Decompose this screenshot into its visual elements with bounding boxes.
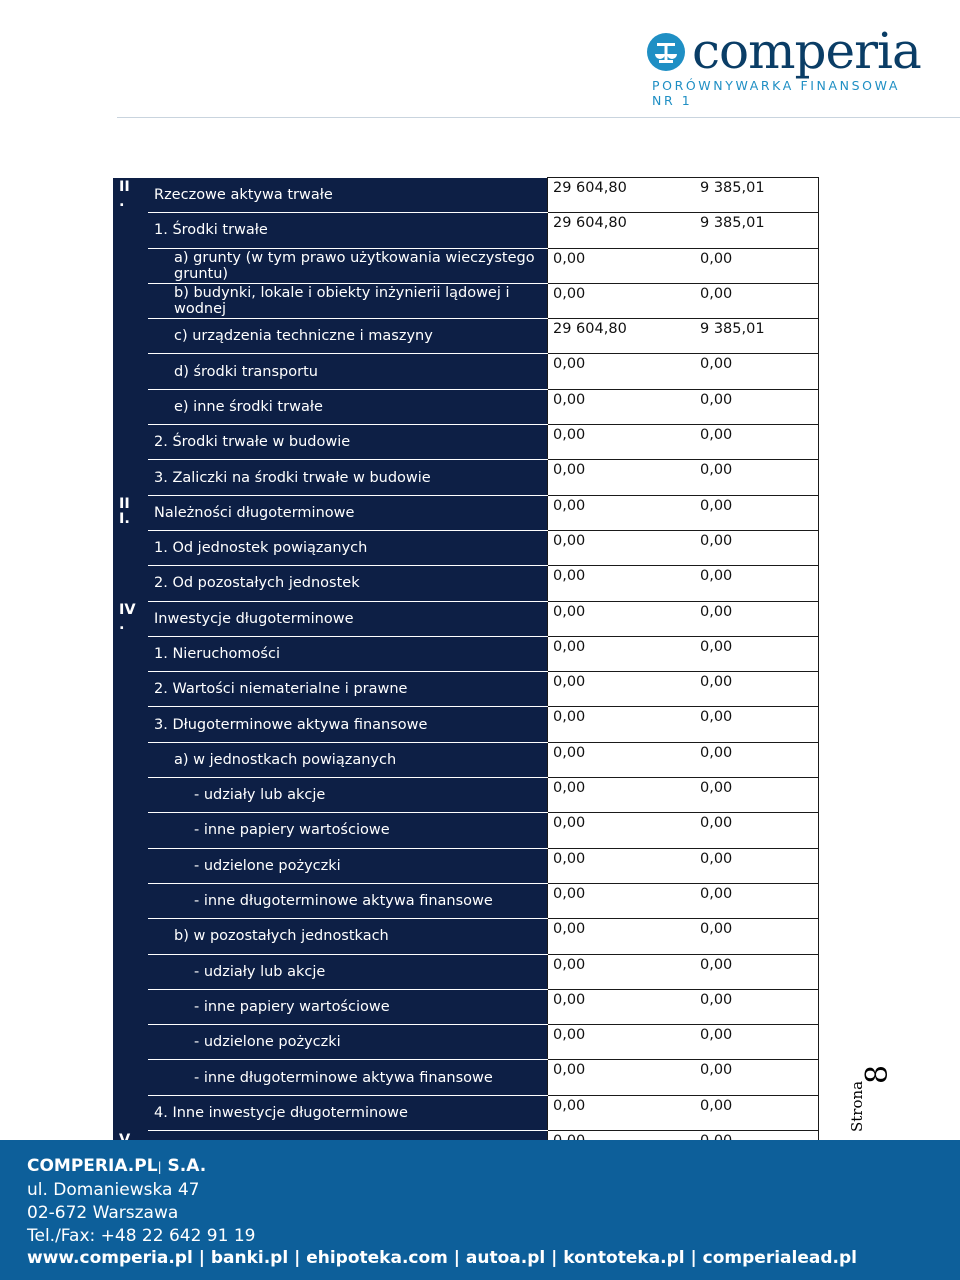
row-label: a) grunty (w tym prawo użytkowania wieczystego gruntu) — [174, 249, 535, 282]
row-value-previous: 0,00 — [700, 354, 819, 389]
row-label-cell — [148, 495, 548, 530]
row-section-number — [113, 354, 148, 389]
row-value-previous: 0,00 — [700, 248, 819, 283]
row-label: c) urządzenia techniczne i maszyny — [174, 328, 433, 345]
row-label: a) w jednostkach powiązanych — [174, 751, 397, 768]
row-value-current: 0,00 — [548, 601, 701, 636]
table-row — [113, 1060, 819, 1095]
row-section-number — [113, 283, 148, 318]
row-section-number — [113, 248, 148, 283]
row-section-number — [113, 213, 148, 248]
table-row — [113, 919, 819, 954]
row-section-number — [113, 389, 148, 424]
row-value-current: 0,00 — [548, 742, 701, 777]
row-label-cell — [148, 248, 548, 283]
footer-street: ul. Domaniewska 47 — [27, 1180, 200, 1200]
row-label-cell — [148, 1095, 548, 1130]
brand-name: comperia — [692, 22, 921, 80]
row-value-previous: 0,00 — [700, 848, 819, 883]
table-row — [113, 989, 819, 1024]
row-label-cell — [148, 989, 548, 1024]
table-row — [113, 566, 819, 601]
row-value-current: 0,00 — [548, 778, 701, 813]
footer — [0, 1140, 960, 1280]
row-value-current: 0,00 — [548, 919, 701, 954]
row-value-previous: 0,00 — [700, 389, 819, 424]
row-label-cell — [148, 707, 548, 742]
row-value-current: 0,00 — [548, 354, 701, 389]
row-label: - udziały lub akcje — [194, 963, 326, 980]
row-label: 1. Środki trwałe — [154, 222, 268, 239]
row-label-cell — [148, 1025, 548, 1060]
footer-links[interactable]: www.comperia.pl | banki.pl | ehipoteka.com | autoa.pl | kontoteka.pl | comperialead.pl — [27, 1248, 857, 1268]
row-value-previous: 9 385,01 — [700, 213, 819, 248]
row-value-previous: 0,00 — [700, 954, 819, 989]
row-value-previous: 0,00 — [700, 530, 819, 565]
row-label-cell — [148, 672, 548, 707]
table-row — [113, 248, 819, 283]
row-label-cell — [148, 319, 548, 354]
row-value-current: 0,00 — [548, 248, 701, 283]
row-value-current: 0,00 — [548, 530, 701, 565]
table-row — [113, 425, 819, 460]
table-row — [113, 460, 819, 495]
table-row — [113, 354, 819, 389]
row-value-previous: 0,00 — [700, 672, 819, 707]
row-value-current: 0,00 — [548, 883, 701, 918]
row-value-current: 0,00 — [548, 989, 701, 1024]
row-value-current: 29 604,80 — [548, 319, 701, 354]
row-label-cell — [148, 460, 548, 495]
row-label-cell — [148, 848, 548, 883]
row-value-current: 0,00 — [548, 460, 701, 495]
table-row — [113, 742, 819, 777]
row-value-previous: 0,00 — [700, 425, 819, 460]
row-value-current: 0,00 — [548, 813, 701, 848]
table-row — [113, 707, 819, 742]
page-number — [848, 1050, 895, 1140]
row-label: - inne papiery wartościowe — [194, 998, 390, 1015]
row-section-number — [113, 672, 148, 707]
row-label: Inwestycje długoterminowe — [154, 610, 354, 627]
table-row — [113, 601, 819, 636]
row-value-previous: 0,00 — [700, 1095, 819, 1130]
table-row — [113, 636, 819, 671]
row-value-current: 0,00 — [548, 1060, 701, 1095]
row-value-current: 0,00 — [548, 848, 701, 883]
footer-phone: Tel./Fax: +48 22 642 91 19 — [27, 1226, 256, 1246]
row-section-number — [113, 919, 148, 954]
row-value-previous: 0,00 — [700, 813, 819, 848]
row-label: - inne długoterminowe aktywa finansowe — [194, 1069, 493, 1086]
table-row — [113, 778, 819, 813]
table-row — [113, 848, 819, 883]
row-label: 1. Od jednostek powiązanych — [154, 540, 368, 557]
row-label: 2. Od pozostałych jednostek — [154, 575, 360, 592]
page-number-value: 8 — [860, 1064, 895, 1084]
page-label-text: Strona — [848, 1080, 866, 1132]
row-label: b) w pozostałych jednostkach — [174, 928, 389, 945]
row-value-previous: 0,00 — [700, 601, 819, 636]
footer-city: 02-672 Warszawa — [27, 1203, 179, 1223]
row-value-previous: 0,00 — [700, 989, 819, 1024]
row-label: Rzeczowe aktywa trwałe — [154, 186, 333, 203]
row-label-cell — [148, 601, 548, 636]
row-section-number — [113, 883, 148, 918]
row-section-number: IV . — [113, 601, 148, 636]
balance-sheet-body — [113, 178, 819, 1166]
row-value-current: 29 604,80 — [548, 178, 701, 213]
row-value-current: 0,00 — [548, 707, 701, 742]
row-section-number — [113, 742, 148, 777]
row-section-number — [113, 636, 148, 671]
row-value-current: 0,00 — [548, 566, 701, 601]
row-label-cell — [148, 283, 548, 318]
row-value-previous: 0,00 — [700, 283, 819, 318]
row-label-cell — [148, 919, 548, 954]
table-row — [113, 283, 819, 318]
table-row — [113, 530, 819, 565]
row-label-cell — [148, 813, 548, 848]
row-section-number: II I. — [113, 495, 148, 530]
row-label-cell — [148, 636, 548, 671]
table-row — [113, 178, 819, 213]
row-label: - inne papiery wartościowe — [194, 822, 390, 839]
row-value-current: 0,00 — [548, 425, 701, 460]
row-label-cell — [148, 778, 548, 813]
comperia-logo — [646, 22, 921, 108]
row-value-current: 0,00 — [548, 672, 701, 707]
row-value-previous: 0,00 — [700, 742, 819, 777]
row-section-number — [113, 530, 148, 565]
table-row — [113, 1025, 819, 1060]
row-section-number — [113, 1025, 148, 1060]
header-divider — [117, 117, 960, 118]
row-label: 4. Inne inwestycje długoterminowe — [154, 1104, 408, 1121]
row-value-current: 0,00 — [548, 954, 701, 989]
row-label: - inne długoterminowe aktywa finansowe — [194, 893, 493, 910]
row-value-previous: 0,00 — [700, 636, 819, 671]
row-value-current: 0,00 — [548, 389, 701, 424]
table-row — [113, 954, 819, 989]
row-value-current: 0,00 — [548, 1095, 701, 1130]
row-value-previous: 9 385,01 — [700, 178, 819, 213]
row-label: b) budynki, lokale i obiekty inżynierii lądowej i wodnej — [174, 285, 510, 318]
row-label: e) inne środki trwałe — [174, 398, 323, 415]
row-section-number — [113, 460, 148, 495]
table-row — [113, 213, 819, 248]
brand-tagline: PORÓWNYWARKA FINANSOWA NR 1 — [652, 78, 900, 108]
row-value-previous: 0,00 — [700, 919, 819, 954]
row-section-number — [113, 989, 148, 1024]
row-label-cell — [148, 1060, 548, 1095]
row-label: - udzielone pożyczki — [194, 1034, 341, 1051]
row-label: d) środki transportu — [174, 363, 318, 380]
row-label-cell — [148, 566, 548, 601]
scales-icon — [646, 32, 686, 72]
row-label-cell — [148, 883, 548, 918]
table-row — [113, 813, 819, 848]
row-label-cell — [148, 354, 548, 389]
row-value-previous: 0,00 — [700, 460, 819, 495]
row-label: 3. Długoterminowe aktywa finansowe — [154, 716, 428, 733]
row-label: 1. Nieruchomości — [154, 646, 280, 662]
row-value-previous: 0,00 — [700, 707, 819, 742]
table-row — [113, 495, 819, 530]
row-label-cell — [148, 742, 548, 777]
row-section-number — [113, 954, 148, 989]
table-row — [113, 672, 819, 707]
row-label-cell — [148, 213, 548, 248]
row-section-number — [113, 813, 148, 848]
row-label-cell — [148, 178, 548, 213]
row-value-current: 29 604,80 — [548, 213, 701, 248]
row-section-number — [113, 707, 148, 742]
row-value-current: 0,00 — [548, 636, 701, 671]
row-value-previous: 0,00 — [700, 566, 819, 601]
row-label-cell — [148, 389, 548, 424]
row-value-previous: 0,00 — [700, 495, 819, 530]
row-section-number — [113, 1095, 148, 1130]
footer-company: COMPERIA.PL| S.A. — [27, 1156, 207, 1176]
row-section-number: II . — [113, 178, 148, 213]
row-section-number — [113, 319, 148, 354]
row-value-previous: 0,00 — [700, 1060, 819, 1095]
row-label: 3. Zaliczki na środki trwałe w budowie — [154, 469, 431, 486]
table-row — [113, 883, 819, 918]
row-section-number — [113, 425, 148, 460]
row-section-number — [113, 1060, 148, 1095]
row-value-current: 0,00 — [548, 495, 701, 530]
row-value-previous: 0,00 — [700, 778, 819, 813]
table-row — [113, 319, 819, 354]
row-section-number — [113, 848, 148, 883]
row-value-previous: 0,00 — [700, 883, 819, 918]
row-label: - udzielone pożyczki — [194, 857, 341, 874]
row-label-cell — [148, 425, 548, 460]
row-label-cell — [148, 530, 548, 565]
row-section-number — [113, 778, 148, 813]
row-label: - udziały lub akcje — [194, 787, 326, 804]
balance-sheet-table — [113, 177, 819, 1166]
row-value-current: 0,00 — [548, 283, 701, 318]
row-label: 2. Środki trwałe w budowie — [154, 434, 351, 451]
row-label: 2. Wartości niematerialne i prawne — [154, 681, 408, 698]
row-label: Należności długoterminowe — [154, 504, 355, 521]
row-value-previous: 0,00 — [700, 1025, 819, 1060]
row-label-cell — [148, 954, 548, 989]
row-value-current: 0,00 — [548, 1025, 701, 1060]
table-row — [113, 1095, 819, 1130]
table-row — [113, 389, 819, 424]
row-value-previous: 9 385,01 — [700, 319, 819, 354]
row-section-number — [113, 566, 148, 601]
